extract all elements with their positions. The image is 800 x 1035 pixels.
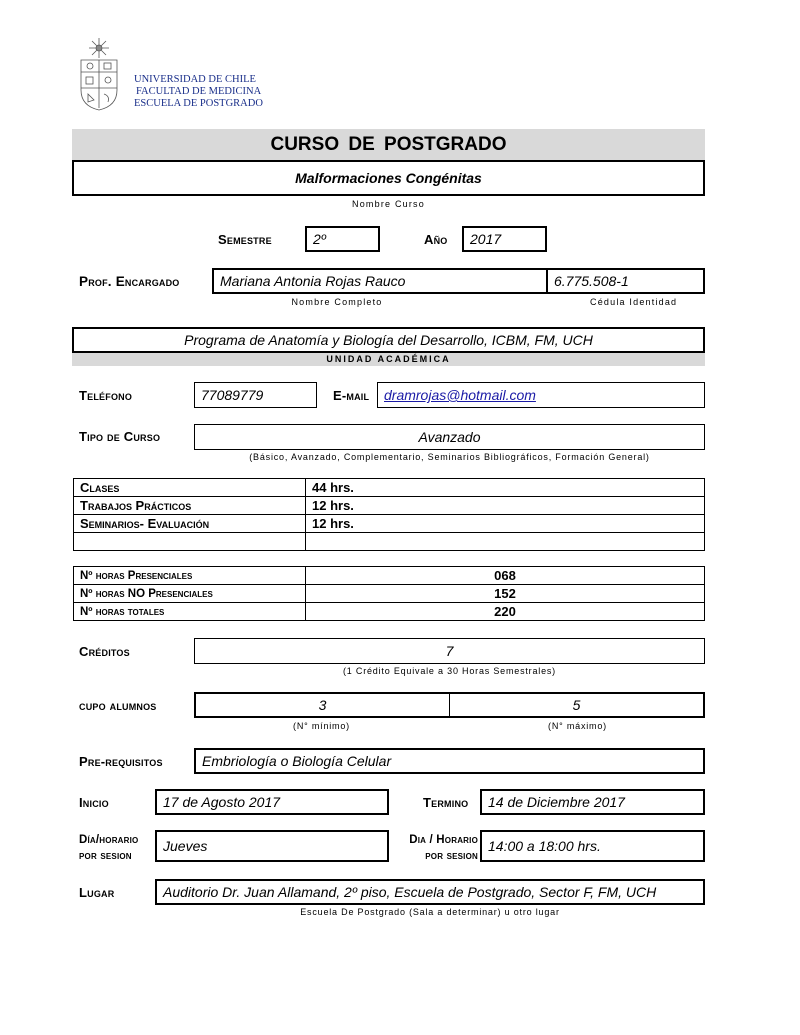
table-row (74, 497, 705, 515)
totals-row-label: Nº horas totales (74, 603, 306, 621)
course-type-caption: (Básico, Avanzado, Complementario, Seminarios Bibliográficos, Formación General) (249, 452, 650, 462)
professor-id-caption: Cédula Identidad (590, 297, 678, 307)
course-type-field[interactable]: Avanzado (194, 424, 705, 450)
table-row (74, 533, 705, 551)
phone-label: Teléfono (79, 388, 133, 403)
end-date-field[interactable]: 14 de Diciembre 2017 (480, 789, 705, 815)
start-date-field[interactable]: 17 de Agosto 2017 (155, 789, 389, 815)
hours-row-label: Clases (74, 479, 306, 497)
cupo-fields (194, 692, 705, 718)
hours-table (73, 478, 705, 551)
credits-caption: (1 Crédito Equivale a 30 Horas Semestrales) (343, 666, 556, 676)
course-type-label: Tipo de Curso (79, 429, 161, 444)
hours-row-label (74, 533, 306, 551)
prereq-field[interactable]: Embriología o Biología Celular (194, 748, 705, 774)
hours-row-value[interactable]: 12 hrs. (306, 497, 705, 515)
table-row (74, 585, 705, 603)
hours-row-value[interactable]: 44 hrs. (306, 479, 705, 497)
table-row (74, 567, 705, 585)
hours-row-label: Trabajos Prácticos (74, 497, 306, 515)
hours-row-value[interactable] (306, 533, 705, 551)
university-name: UNIVERSIDAD DE CHILE FACULTAD DE MEDICINA ESCUELA DE POSTGRADO (134, 74, 263, 109)
cupo-max-field[interactable]: 5 (449, 694, 703, 716)
day-label: Día/horario por sesion (79, 834, 139, 862)
cupo-label: cupo alumnos (79, 698, 157, 713)
phone-field[interactable]: 77089779 (194, 382, 317, 408)
email-label: E-mail (333, 388, 370, 403)
year-label: Año (424, 232, 448, 247)
credits-field[interactable]: 7 (194, 638, 705, 664)
start-label: Inicio (79, 795, 109, 810)
semester-field[interactable]: 2º (305, 226, 380, 252)
cupo-max-caption: (N° máximo) (548, 721, 607, 731)
email-field[interactable] (377, 382, 705, 408)
professor-label: Prof. Encargado (79, 274, 180, 289)
place-label: Lugar (79, 885, 115, 900)
place-field[interactable]: Auditorio Dr. Juan Allamand, 2º piso, Escuela de Postgrado, Sector F, FM, UCH (155, 879, 705, 905)
totals-table (73, 566, 705, 621)
schedule-label: Dia / Horario por sesion (409, 834, 478, 862)
table-row (74, 603, 705, 621)
credits-label: Créditos (79, 644, 130, 659)
hours-row-value[interactable]: 12 hrs. (306, 515, 705, 533)
totals-row-label: Nº horas Presenciales (74, 567, 306, 585)
totals-row-label: Nº horas NO Presenciales (74, 585, 306, 603)
totals-row-value[interactable]: 152 (306, 585, 705, 603)
academic-unit-field[interactable]: Programa de Anatomía y Biología del Desarrollo, ICBM, FM, UCH (72, 327, 705, 353)
academic-unit-caption: UNIDAD ACADÉMICA (72, 353, 705, 366)
table-row (74, 515, 705, 533)
year-field[interactable]: 2017 (462, 226, 547, 252)
page-title: CURSO DE POSTGRADO (72, 129, 705, 161)
schedule-field[interactable]: 14:00 a 18:00 hrs. (480, 830, 705, 862)
semester-label: Semestre (218, 232, 272, 247)
prereq-label: Pre-requisitos (79, 754, 163, 769)
table-row (74, 479, 705, 497)
course-name-field[interactable]: Malformaciones Congénitas (72, 160, 705, 196)
professor-id-field[interactable]: 6.775.508-1 (546, 268, 705, 294)
totals-row-value[interactable]: 220 (306, 603, 705, 621)
course-name-caption: Nombre Curso (352, 199, 425, 209)
university-seal-icon (78, 36, 120, 112)
professor-name-field[interactable]: Mariana Antonia Rojas Rauco (212, 268, 548, 294)
email-link[interactable]: dramrojas@hotmail.com (384, 387, 536, 403)
cupo-min-caption: (N° mínimo) (293, 721, 350, 731)
cupo-min-field[interactable]: 3 (318, 697, 327, 713)
end-label: Termino (423, 795, 469, 810)
hours-row-label: Seminarios- Evaluación (74, 515, 306, 533)
day-field[interactable]: Jueves (155, 830, 389, 862)
place-caption: Escuela De Postgrado (Sala a determinar) u otro lugar (300, 907, 560, 917)
totals-row-value[interactable]: 068 (306, 567, 705, 585)
professor-name-caption: Nombre Completo (291, 297, 383, 307)
